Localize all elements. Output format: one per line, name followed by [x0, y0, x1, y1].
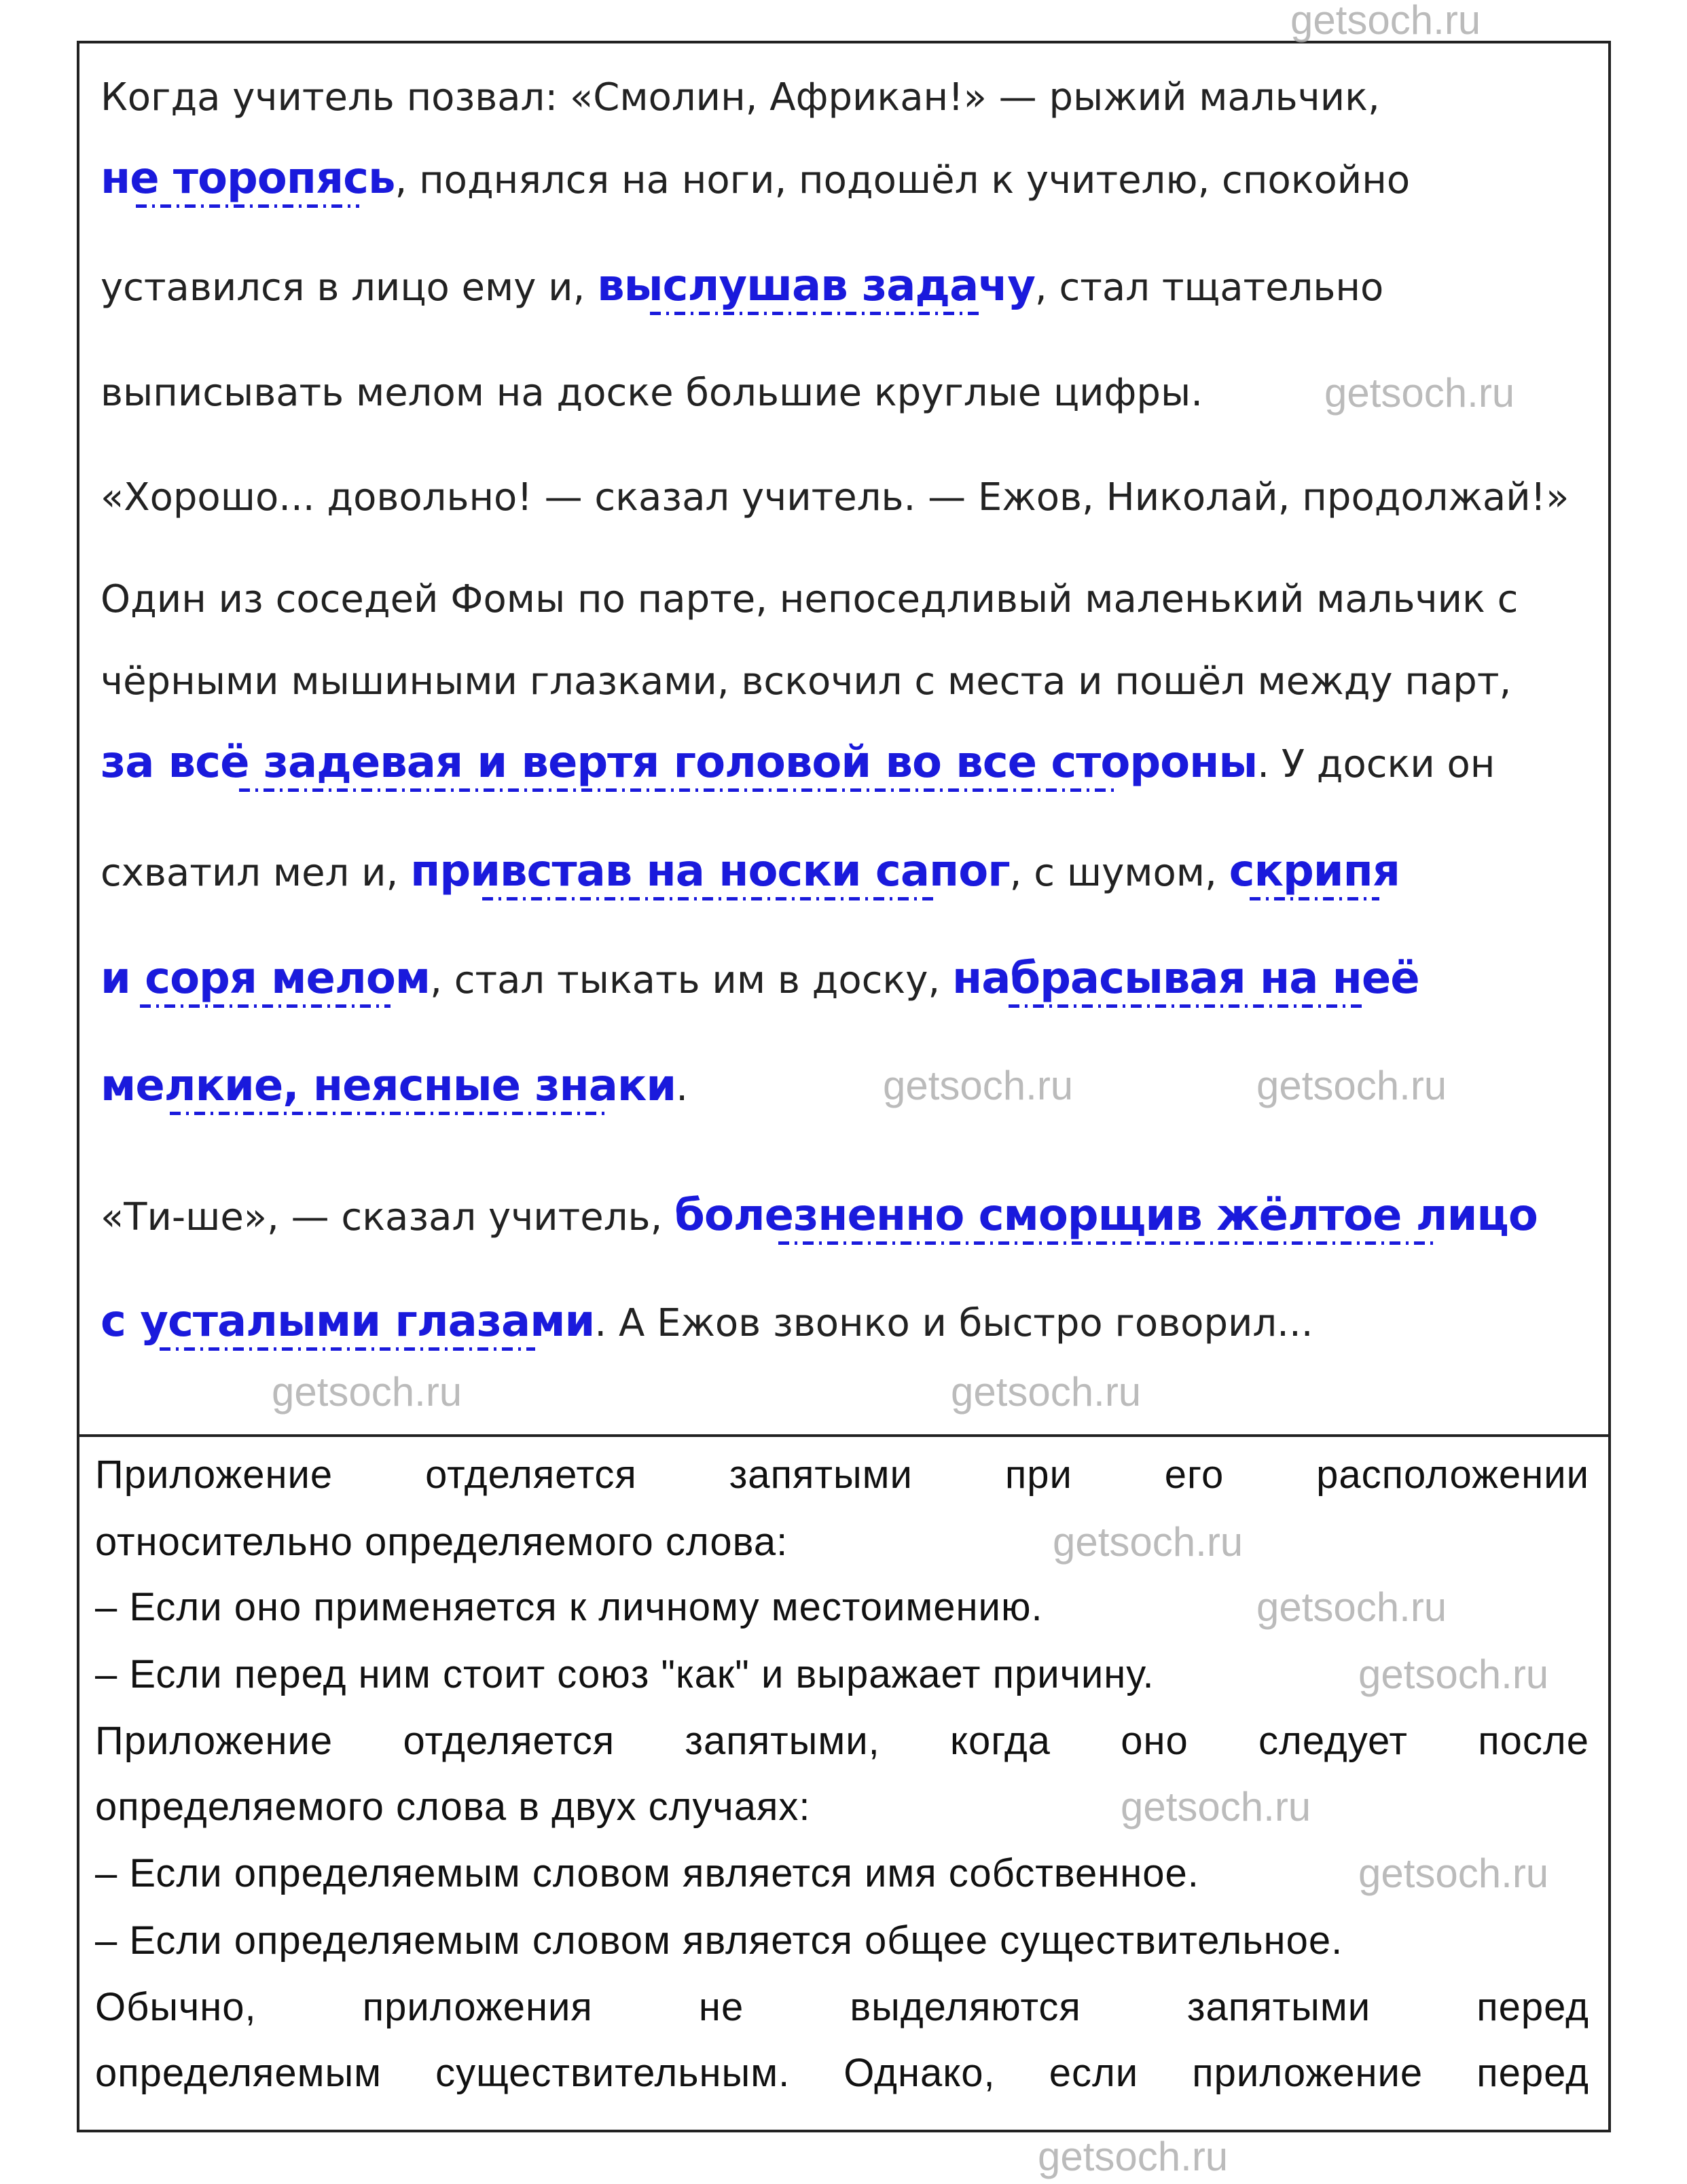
watermark: getsoch.ru	[1358, 1652, 1549, 1697]
text-line	[101, 464, 1569, 532]
text-line	[101, 566, 1518, 634]
plain-text: .	[676, 1066, 688, 1110]
highlighted-phrase: болезненно сморщив жёлтое лицо	[674, 1190, 1538, 1241]
plain-text: чёрными мышиными глазками, вскочил с места и пошёл между парт,	[101, 659, 1512, 704]
plain-text: . У доски он	[1257, 742, 1495, 786]
rule-line: Приложение отделяется запятыми, когда оно следует после	[95, 1719, 1589, 1763]
text-line	[101, 64, 1380, 132]
rule-line: – Если оно применяется к личному местоимению.	[95, 1585, 1043, 1629]
rule-line: – Если определяемым словом является общее существительное.	[95, 1918, 1343, 1963]
rule-line: – Если определяемым словом является имя собственное.	[95, 1851, 1199, 1895]
plain-text: Когда учитель позвал: «Смолин, Африкан!» — рыжий мальчик,	[101, 75, 1380, 120]
text-line	[101, 1052, 688, 1120]
rule-line: Приложение отделяется запятыми при его расположении	[95, 1453, 1589, 1497]
text-line	[101, 252, 1383, 320]
watermark: getsoch.ru	[1053, 1519, 1244, 1565]
text-line	[101, 837, 1400, 905]
plain-text: выписывать мелом на доске большие круглые цифры.	[101, 371, 1203, 415]
text-line	[101, 145, 1410, 213]
watermark: getsoch.ru	[951, 1369, 1142, 1415]
text-line	[101, 1288, 1313, 1355]
plain-text: Один из соседей Фомы по парте, непоседливый маленький мальчик с	[101, 577, 1519, 621]
plain-text: , стал тыкать им в доску,	[430, 958, 952, 1002]
rule-line: Обычно, приложения не выделяются запятыми перед	[95, 1985, 1589, 2029]
plain-text: «Ти-ше», — сказал учитель,	[101, 1195, 675, 1239]
section-divider	[77, 1434, 1611, 1437]
plain-text: схватил мел и,	[101, 851, 411, 895]
plain-text: , с шумом,	[1009, 851, 1229, 895]
plain-text: . А Ежов звонко и быстро говорил...	[594, 1301, 1313, 1345]
watermark: getsoch.ru	[1256, 1063, 1447, 1108]
highlighted-phrase: выслушав задачу	[597, 261, 1035, 311]
text-line	[101, 648, 1511, 716]
plain-text: , стал тщательно	[1034, 266, 1384, 310]
text-line	[101, 945, 1419, 1013]
plain-text: «Хорошо... довольно! — сказал учитель. — Ежов, Николай, продолжай!»	[101, 475, 1570, 520]
highlighted-phrase: скрипя	[1229, 846, 1400, 896]
watermark: getsoch.ru	[1256, 1584, 1447, 1630]
watermark: getsoch.ru	[883, 1063, 1074, 1108]
rule-line: относительно определяемого слова:	[95, 1520, 788, 1564]
highlighted-phrase: привстав на носки сапог	[410, 846, 1010, 896]
rule-line: определяемого слова в двух случаях:	[95, 1785, 811, 1829]
highlighted-phrase: с усталыми глазами	[101, 1296, 595, 1347]
highlighted-phrase: и соря мелом	[101, 953, 431, 1004]
watermark: getsoch.ru	[1038, 2134, 1229, 2179]
watermark: getsoch.ru	[1290, 0, 1481, 43]
watermark: getsoch.ru	[1121, 1784, 1311, 1830]
plain-text: уставился в лицо ему и,	[101, 266, 598, 310]
text-line	[101, 729, 1495, 797]
rule-line: определяемым существительным. Однако, если приложение перед	[95, 2051, 1589, 2095]
watermark: getsoch.ru	[1358, 1851, 1549, 1896]
highlighted-phrase: за всё задевая и вертя головой во все стороны	[101, 738, 1258, 788]
watermark: getsoch.ru	[272, 1369, 462, 1415]
highlighted-phrase: мелкие, неясные знаки	[101, 1061, 676, 1111]
highlighted-phrase: не торопясь	[101, 153, 395, 204]
plain-text: , поднялся на ноги, подошёл к учителю, спокойно	[395, 158, 1411, 202]
text-line	[101, 359, 1203, 427]
text-line	[101, 1182, 1538, 1250]
watermark: getsoch.ru	[1324, 370, 1515, 416]
highlighted-phrase: набрасывая на неё	[952, 953, 1419, 1004]
rule-line: – Если перед ним стоит союз "как" и выражает причину.	[95, 1652, 1155, 1696]
